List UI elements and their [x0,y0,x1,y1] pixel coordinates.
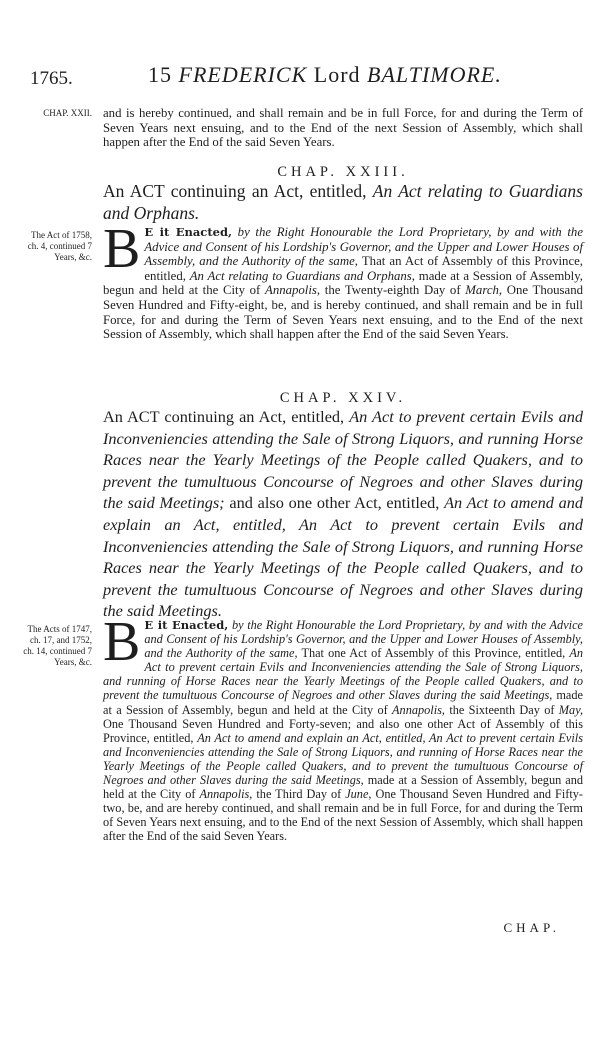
chap23-enacting-clause: by the Right Honourable the Lord Proprietary, by and with the Advice and Consent of his Lordship's Governor, and the Upper and Lower Houses of Assembly, and the Authority of the same, [144,225,583,269]
chap23-dropcap: B [103,218,141,280]
lord-word: Lord [313,62,361,87]
chap23-act-title: An Act relating to Guardians and Orphans, [189,268,415,283]
chap24-text-4: One Thousand Seven Hundred and Forty-seven; and also one other Act of Assembly of this Province, entitled, [103,716,583,745]
chap23-heading: CHAP. XXIII. [277,164,409,180]
chap24-month-2: June, [345,787,372,802]
running-title [148,62,502,88]
chap24-act-title-2: An Act to amend and explain an Act, entitled, An Act to prevent certain Evils and Inconveniencies attending the Sale of Strong Liquors, and running of Horse Races near the Yearly Meetings of the People called Quakers, and to prevent the tumultuous Concourse of Negroes and other Slaves during the said Meetings, [103,730,583,788]
chap23-title-italic: An Act relating to Guardians and Orphans. [103,181,583,223]
chap23-text-3: the Twenty-eighth Day of [324,283,461,298]
chap24-title-italic-2: An Act to amend and explain an Act, entitled, An Act to prevent certain Evils and Inconveniencies attending the Sale of Strong Liquors, and running Horse Races near the Yearly Meetings of the People called Quakers, and to prevent the tumultuous Concourse of Negroes and other Slaves during the said Meetings. [103,493,584,621]
chap24-text-6: the Third Day of [256,787,342,802]
chap23-enact: E it Enacted, [144,225,232,239]
chap24-city-2: Annapolis, [199,787,253,802]
chap23-title [103,180,583,224]
chap24-title-2: and also one other Act, entitled, [229,493,440,513]
chap24-text-3: the Sixteenth Day of [449,702,555,717]
lord-title: BALTIMORE. [367,62,502,87]
chap23-text-2: made at a Session of Assembly, begun and held at the City of [103,268,584,298]
lord-name: FREDERICK [178,62,308,87]
chap23-text-4: One Thousand Seven Hundred and Fifty-eight, be, and is hereby continued, and shall remain and be in full Force, for and during the Term of Seven Years next ensuing, and to the End of the next Session of Assembly, which shall happen after the End of the said Seven Years. [103,283,584,342]
page-number: 15 [148,62,172,87]
year: 1765. [30,68,73,89]
chap24-text-7: One Thousand Seven Hundred and Fifty-two, be, and are hereby continued, and shall remain and be in full Force, for and during the Term of Seven Years next ensuing, and to the End of the next Session of Assembly, which shall happen after the End of the said Seven Years. [103,787,584,844]
chap23-body [103,218,584,342]
chap24-title [103,406,583,622]
chap24-body [103,611,584,844]
chap23-margin-note: The Act of 1758, ch. 4, continued 7 Years, &c. [27,230,92,262]
chap24-title-italic-1: An Act to prevent certain Evils and Inconveniencies attending the Sale of Strong Liquors, and running Horse Races near the Yearly Meetings of the People called Quakers, and to prevent the tumultuous Concourse of Negroes and other Slaves during the said Meetings; [103,407,583,513]
chap24-heading: CHAP. XXIV. [279,390,407,406]
catchword: CHAP. [503,920,560,935]
chap24-dropcap: B [103,611,141,673]
chap23-city: Annapolis, [265,283,321,298]
chap23-month: March, [465,283,503,298]
chap24-text-2: made at a Session of Assembly, begun and held at the City of [103,688,583,717]
chap24-margin-note: The Acts of 1747, ch. 17, and 1752, ch. 14, continued 7 Years, &c. [23,624,92,667]
chap24-title-1: An ACT continuing an Act, entitled, [103,407,345,426]
chap23-title-prefix: An ACT continuing an Act, entitled, [103,181,367,201]
chap24-city-1: Annapolis, [392,702,445,717]
running-header [30,62,570,92]
chap23-text-1: That an Act of Assembly of this Province, entitled, [144,254,584,283]
chap24-enacting-clause: by the Right Honourable the Lord Proprietary, by and with the Advice and Consent of his Lordship's Governor, and the Upper and Lower Houses of Assembly, and the Authority of the same, [144,618,583,661]
chap24-enact: E it Enacted, [144,618,229,632]
chap24-month-1: May, [558,702,584,717]
chap24-text-1: That one Act of Assembly of this Province, entitled, [301,646,566,661]
chap24-text-5: made at a Session of Assembly, begun and held at the City of [103,773,583,802]
chap24-act-title-1: An Act to prevent certain Evils and Inconveniencies attending the Sale of Strong Liquors, and running of Horse Races near the Yearly Meetings of the People called Quakers, and to prevent the tumultuous Concourse of Negroes and other Slaves during the said Meetings, [103,646,583,703]
chap22-text: and is hereby continued, and shall remain and be in full Force, for and during the Term of Seven Years next ensuing, and to the End of the next Session of Assembly, which shall happen after the End of the said Seven Years. [103,106,583,150]
chap22-margin-note: CHAP. XXII. [43,108,92,118]
